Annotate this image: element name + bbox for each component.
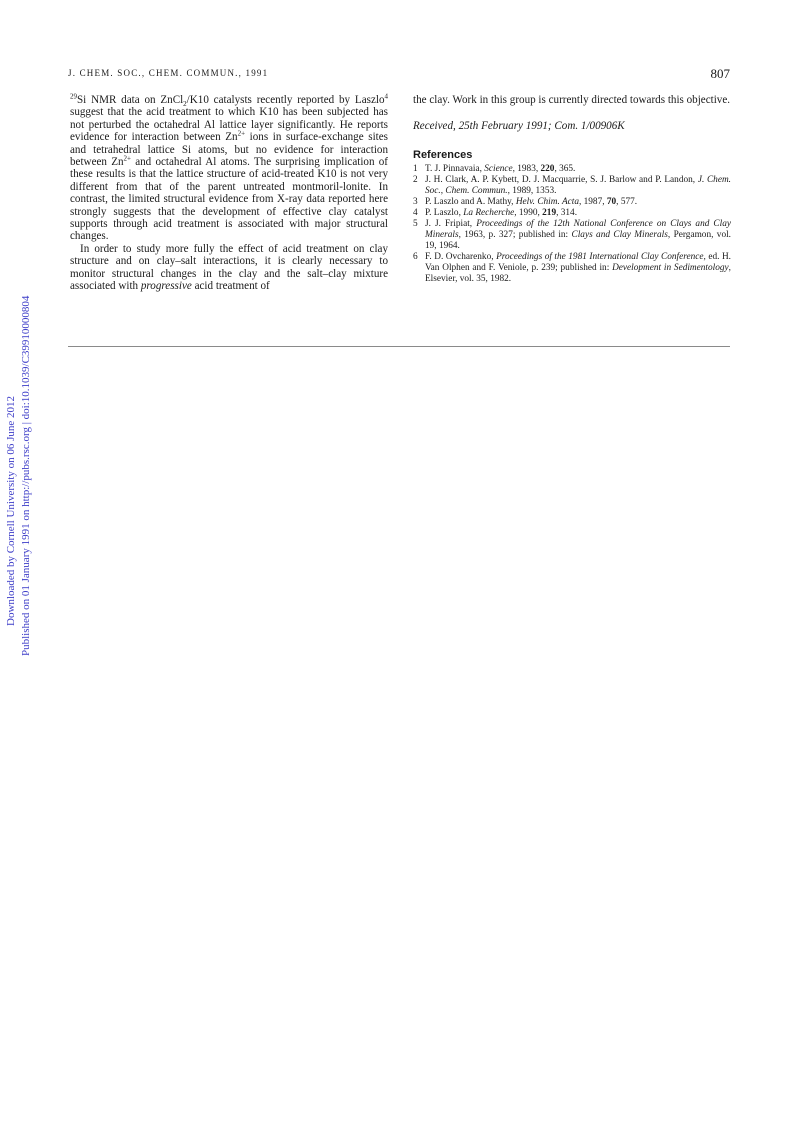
references-heading: References bbox=[413, 148, 473, 161]
text-run: , 1989, 1353. bbox=[507, 186, 557, 197]
reference-item bbox=[413, 164, 731, 175]
proceedings-title: Proceedings of the 12th National Conference on Clays and Clay Minerals bbox=[425, 219, 731, 241]
reference-list bbox=[413, 164, 731, 285]
volume-number: 220 bbox=[540, 164, 555, 175]
proceedings-title: Proceedings of the 1981 International Clay Conference bbox=[496, 252, 704, 263]
download-side-note bbox=[0, 0, 32, 656]
text-run: In order to study more fully the effect of acid treatment on clay structure and on clay–salt interactions, it is clearly necessary to monitor structural changes in the clay and the salt–clay mixture associated with bbox=[70, 242, 388, 293]
text-run: J. J. Fripiat, bbox=[425, 219, 477, 230]
text-run: and octahedral Al atoms. The surprising implication of these results is that the lattice structure of acid-treated K10 is not very different from that of the parent untreated montmoril-lonite. In contrast, the limited structural evidence from X-ray data reported here strongly suggests that the development of effective clay catalyst supports through acid treatment is associated with major structural changes. bbox=[70, 156, 388, 243]
end-rule bbox=[68, 346, 730, 347]
text-run: P. Laszlo and A. Mathy, bbox=[425, 197, 516, 208]
series-title: Development in Sedimentology bbox=[612, 263, 729, 274]
right-column bbox=[413, 94, 731, 285]
reference-number: 2 bbox=[413, 175, 418, 186]
text-run: , Pergamon, vol. 19, 1964. bbox=[425, 230, 731, 252]
reference-item bbox=[413, 208, 731, 219]
text-run: P. Laszlo, bbox=[425, 208, 464, 219]
text-run: T. J. Pinnavaia, bbox=[425, 164, 485, 175]
charge-superscript: 2+ bbox=[123, 154, 131, 163]
series-title: Clays and Clay Minerals bbox=[571, 230, 668, 241]
text-run: , 1983, bbox=[512, 164, 541, 175]
text-run: F. D. Ovcharenko, bbox=[425, 252, 497, 263]
journal-title: J. Chem. Soc., Chem. Commun. bbox=[425, 175, 731, 197]
journal-title: Helv. Chim. Acta bbox=[515, 197, 579, 208]
reference-item bbox=[413, 175, 731, 197]
body-paragraph bbox=[70, 243, 388, 293]
reference-number: 6 bbox=[413, 252, 418, 263]
body-paragraph: the clay. Work in this group is currently directed towards this objective. bbox=[413, 94, 731, 106]
citation-superscript: 4 bbox=[384, 92, 388, 101]
reference-number: 4 bbox=[413, 208, 418, 219]
subscript: 2 bbox=[183, 100, 187, 109]
text-run: /K10 catalysts recently reported by Laszlo bbox=[186, 94, 385, 106]
text-run: , 1963, p. 327; published in: bbox=[458, 230, 572, 241]
left-column bbox=[70, 94, 388, 293]
text-run: , 365. bbox=[554, 164, 576, 175]
text-run: , 1987, bbox=[578, 197, 607, 208]
text-run: , 577. bbox=[616, 197, 638, 208]
text-run: ions in surface-exchange sites and tetrahedral lattice Si atoms, but no evidence for interaction between Zn bbox=[70, 131, 389, 169]
text-run: , Elsevier, vol. 35, 1982. bbox=[425, 263, 731, 285]
text-run: acid treatment of bbox=[191, 280, 270, 293]
text-run: suggest that the acid treatment to which K10 has been subjected has not perturbed the octahedral Al lattice layer significantly. He reports evidence for interaction between Zn bbox=[70, 106, 388, 144]
journal-title: Science bbox=[484, 164, 513, 175]
text-run: , ed. H. Van Olphen and F. Veniole, p. 239; published in: bbox=[425, 252, 731, 274]
reference-item bbox=[413, 219, 731, 252]
volume-number: 219 bbox=[542, 208, 557, 219]
reference-item bbox=[413, 252, 731, 285]
isotope-superscript: 29 bbox=[70, 92, 77, 101]
text-run: , 314. bbox=[556, 208, 578, 219]
reference-number: 1 bbox=[413, 164, 418, 175]
page-number: 807 bbox=[710, 66, 730, 81]
received-line: Received, 25th February 1991; Com. 1/00906K bbox=[413, 120, 625, 133]
reference-number: 3 bbox=[413, 197, 418, 208]
download-note-line: Downloaded by Cornell University on 06 June 2012 bbox=[5, 395, 17, 626]
running-head: J. CHEM. SOC., CHEM. COMMUN., 1991 bbox=[68, 68, 269, 78]
text-run: , 1990, bbox=[514, 208, 543, 219]
text-run: Si NMR data on ZnCl bbox=[77, 94, 184, 106]
body-paragraph bbox=[70, 94, 388, 243]
charge-superscript: 2+ bbox=[237, 129, 246, 138]
emphasis: progressive bbox=[140, 280, 192, 293]
reference-number: 5 bbox=[413, 219, 418, 230]
journal-title: La Recherche bbox=[463, 208, 515, 219]
publication-note-line: Published on 01 January 1991 on http://pubs.rsc.org | doi:10.1039/C39910000804 bbox=[20, 295, 32, 656]
volume-number: 70 bbox=[606, 197, 617, 208]
reference-item bbox=[413, 197, 731, 208]
text-run: J. H. Clark, A. P. Kybett, D. J. Macquarrie, S. J. Barlow and P. Landon, bbox=[425, 175, 698, 186]
